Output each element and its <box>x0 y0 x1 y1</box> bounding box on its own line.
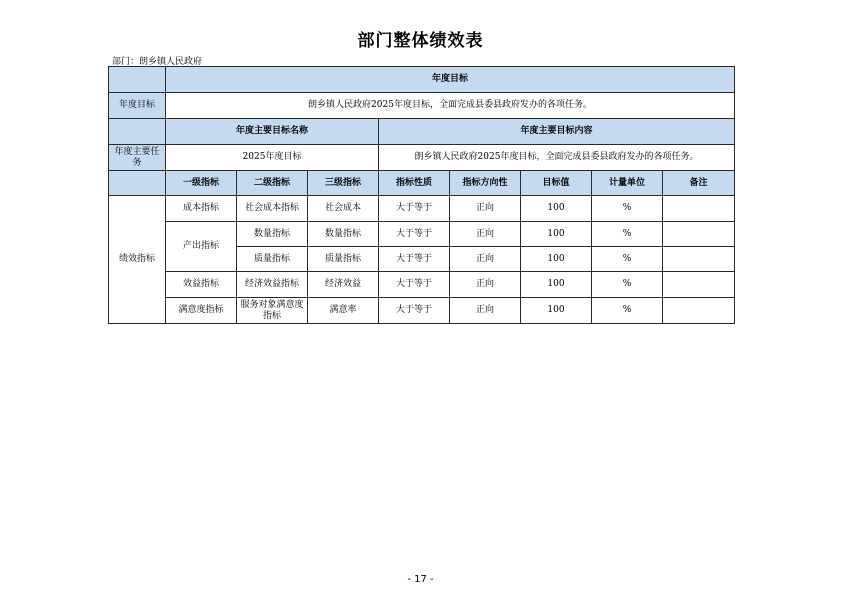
level3-cell: 满意率 <box>308 298 379 324</box>
direction-cell: 正向 <box>450 247 521 272</box>
blank-label-cell <box>109 119 166 145</box>
target-cell: 100 <box>521 298 592 324</box>
header-level1: 一级指标 <box>166 171 237 196</box>
page-title: 部门整体绩效表 <box>357 31 484 51</box>
unit-cell: % <box>592 196 663 222</box>
direction-cell: 正向 <box>450 272 521 298</box>
remark-cell <box>663 247 735 272</box>
target-cell: 100 <box>521 222 592 247</box>
level1-cell: 产出指标 <box>166 222 237 272</box>
nature-cell: 大于等于 <box>379 298 450 324</box>
nature-cell: 大于等于 <box>379 272 450 298</box>
remark-cell <box>663 222 735 247</box>
table-row <box>109 298 735 324</box>
blank-label-cell <box>109 171 166 196</box>
direction-cell: 正向 <box>450 222 521 247</box>
target-cell: 100 <box>521 272 592 298</box>
table-row <box>109 222 735 247</box>
annual-goal-header: 年度目标 <box>166 67 735 93</box>
level3-cell: 质量指标 <box>308 247 379 272</box>
page-number: - 17 - <box>407 574 434 585</box>
performance-label: 绩效指标 <box>109 196 166 324</box>
level1-cell: 效益指标 <box>166 272 237 298</box>
target-cell: 100 <box>521 196 592 222</box>
remark-cell <box>663 272 735 298</box>
annual-goal-label: 年度目标 <box>109 93 166 119</box>
main-task-name: 2025年度目标 <box>166 145 379 171</box>
nature-cell: 大于等于 <box>379 222 450 247</box>
main-task-name-header: 年度主要目标名称 <box>166 119 379 145</box>
remark-cell <box>663 298 735 324</box>
unit-cell: % <box>592 247 663 272</box>
nature-cell: 大于等于 <box>379 196 450 222</box>
remark-cell <box>663 196 735 222</box>
header-direction: 指标方向性 <box>450 171 521 196</box>
direction-cell: 正向 <box>450 196 521 222</box>
table-row <box>109 196 735 222</box>
header-nature: 指标性质 <box>379 171 450 196</box>
level2-cell: 质量指标 <box>237 247 308 272</box>
direction-cell: 正向 <box>450 298 521 324</box>
header-level3: 三级指标 <box>308 171 379 196</box>
unit-cell: % <box>592 272 663 298</box>
level3-cell: 社会成本 <box>308 196 379 222</box>
corner-cell <box>109 67 166 93</box>
unit-cell: % <box>592 222 663 247</box>
unit-cell: % <box>592 298 663 324</box>
level2-cell: 服务对象满意度指标 <box>237 298 308 324</box>
target-cell: 100 <box>521 247 592 272</box>
level2-cell: 社会成本指标 <box>237 196 308 222</box>
level1-cell: 满意度指标 <box>166 298 237 324</box>
header-level2: 二级指标 <box>237 171 308 196</box>
level3-cell: 经济效益 <box>308 272 379 298</box>
main-task-content-header: 年度主要目标内容 <box>379 119 735 145</box>
table-row <box>109 272 735 298</box>
header-target: 目标值 <box>521 171 592 196</box>
header-unit: 计量单位 <box>592 171 663 196</box>
performance-table <box>108 66 735 324</box>
nature-cell: 大于等于 <box>379 247 450 272</box>
level2-cell: 数量指标 <box>237 222 308 247</box>
main-task-label: 年度主要任务 <box>109 145 166 171</box>
level3-cell: 数量指标 <box>308 222 379 247</box>
header-remark: 备注 <box>663 171 735 196</box>
main-task-content: 朗乡镇人民政府2025年度目标，全面完成县委县政府发办的各项任务。 <box>379 145 735 171</box>
level2-cell: 经济效益指标 <box>237 272 308 298</box>
department-label: 部门：朗乡镇人民政府 <box>112 57 203 67</box>
annual-goal-text: 朗乡镇人民政府2025年度目标，全面完成县委县政府发办的各项任务。 <box>166 93 735 119</box>
level1-cell: 成本指标 <box>166 196 237 222</box>
